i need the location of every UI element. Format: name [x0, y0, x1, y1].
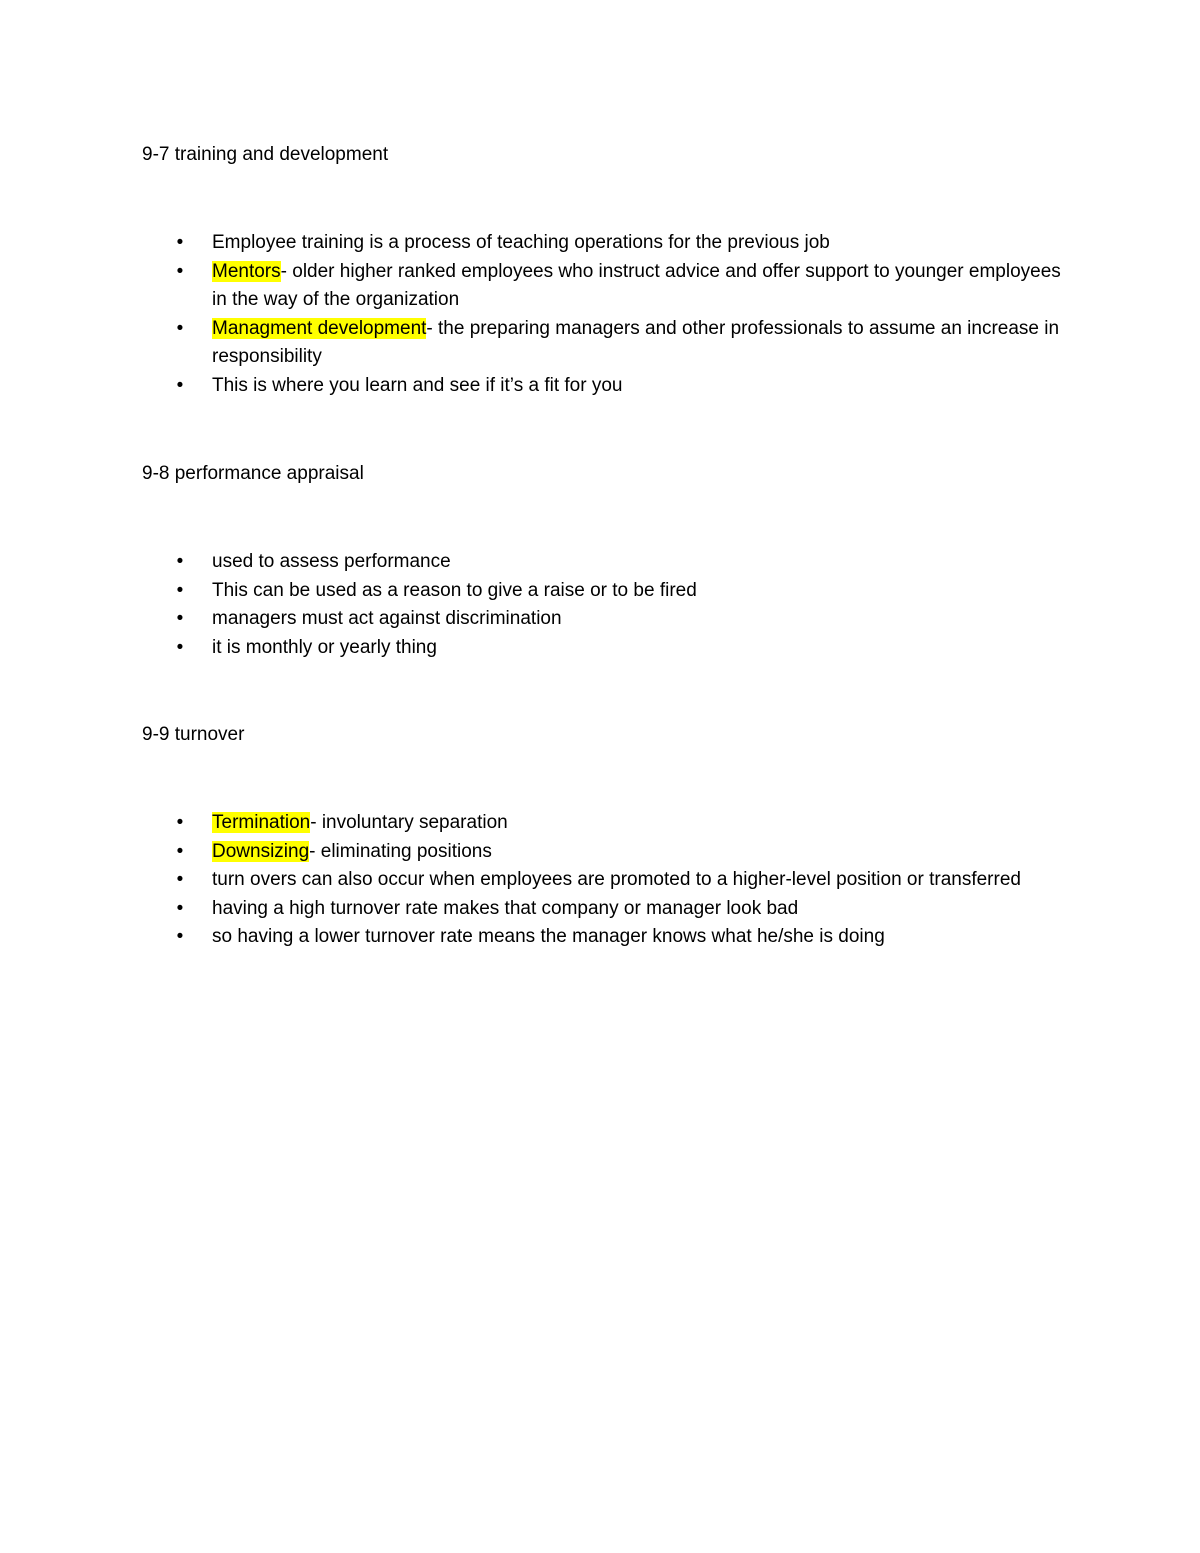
- bullet-icon: •: [176, 232, 184, 253]
- list-item: [0, 923, 1072, 952]
- bullet-icon: •: [176, 636, 184, 658]
- bullet-icon: •: [176, 897, 184, 919]
- bullet-icon: •: [176, 374, 184, 396]
- list-item: [0, 548, 1072, 577]
- bullet-list-training: [0, 229, 1200, 400]
- list-item-text: - the preparing managers and other professionals to assume an increase in responsibility: [212, 317, 1060, 367]
- list-item: [0, 577, 1072, 606]
- bullet-icon: •: [176, 840, 184, 862]
- bullet-icon: •: [176, 926, 184, 947]
- list-item: [0, 809, 1072, 838]
- highlighted-term: Managment development: [212, 317, 427, 339]
- list-item: [0, 229, 1072, 258]
- highlighted-term: Mentors: [212, 260, 281, 282]
- list-item: [0, 372, 1072, 401]
- list-item-text: - older higher ranked employees who instruct advice and offer support to younger employees in the way of the organization: [212, 260, 1061, 310]
- bullet-list-appraisal: [0, 548, 1200, 662]
- list-item: [0, 315, 1072, 372]
- list-item-text: it is monthly or yearly thing: [212, 636, 437, 658]
- bullet-icon: •: [176, 812, 184, 833]
- list-item-text: so having a lower turnover rate means the manager knows what he/she is doing: [212, 926, 885, 947]
- list-item: [0, 838, 1072, 867]
- section-heading-turnover: 9-9 turnover: [142, 724, 245, 745]
- highlighted-term: Termination: [212, 812, 311, 833]
- list-item-text: used to assess performance: [212, 551, 451, 572]
- bullet-list-turnover: [0, 809, 1200, 952]
- bullet-icon: •: [176, 260, 184, 282]
- list-item-text: managers must act against discrimination: [212, 608, 562, 629]
- list-item-text: This is where you learn and see if it’s a fit for you: [212, 374, 623, 396]
- list-item: [0, 634, 1072, 663]
- bullet-icon: •: [176, 551, 184, 572]
- list-item: [0, 605, 1072, 634]
- bullet-icon: •: [176, 869, 184, 890]
- list-item-text: having a high turnover rate makes that company or manager look bad: [212, 897, 799, 919]
- list-item-text: turn overs can also occur when employees are promoted to a higher-level position or transferred: [212, 869, 1021, 890]
- bullet-icon: •: [176, 579, 184, 601]
- list-item: [0, 258, 1072, 315]
- list-item: [0, 866, 1072, 895]
- list-item-text: Employee training is a process of teaching operations for the previous job: [212, 232, 830, 253]
- list-item-text: - eliminating positions: [309, 840, 492, 862]
- list-item: [0, 895, 1072, 924]
- section-heading-appraisal: 9-8 performance appraisal: [142, 463, 364, 484]
- list-item-text: This can be used as a reason to give a raise or to be fired: [212, 579, 697, 601]
- list-item-text: - involuntary separation: [310, 812, 508, 833]
- highlighted-term: Downsizing: [212, 840, 310, 862]
- bullet-icon: •: [176, 317, 184, 339]
- section-heading-training: 9-7 training and development: [142, 144, 389, 165]
- bullet-icon: •: [176, 608, 184, 629]
